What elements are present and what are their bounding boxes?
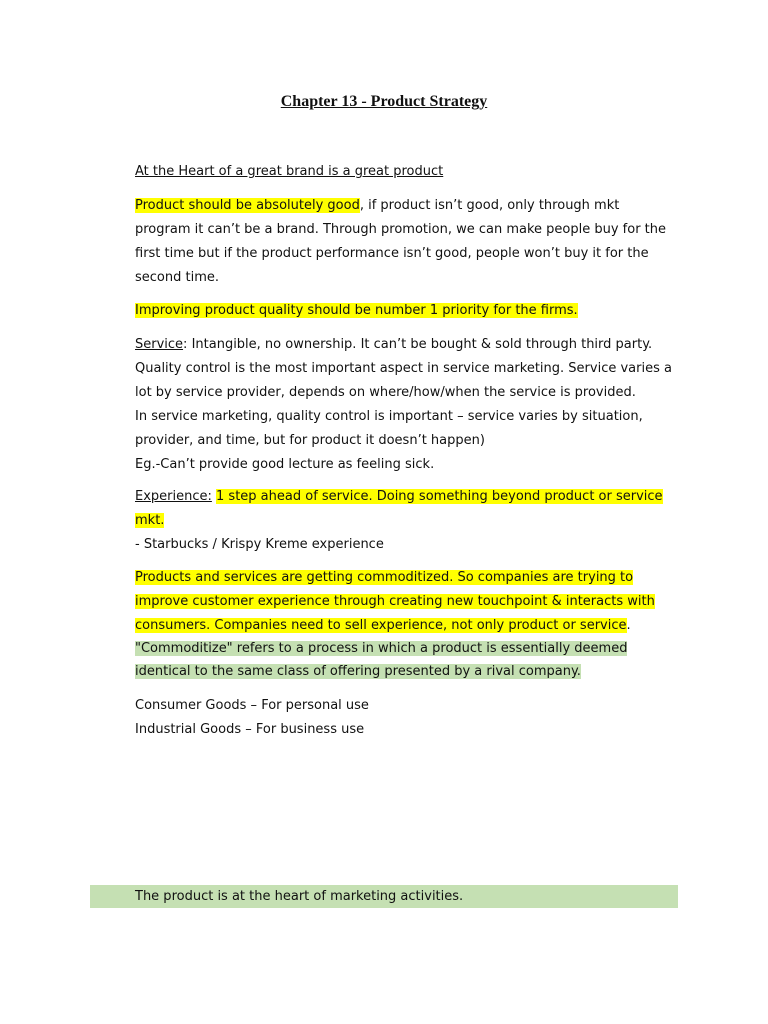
- para1-line4: second time.: [135, 270, 219, 285]
- service-colon: :: [183, 337, 188, 352]
- commodity-line3: [135, 614, 683, 638]
- experience-label: Experience:: [135, 489, 212, 504]
- service-line2: Quality control is the most important aspect in service marketing. Service varies a: [135, 361, 672, 376]
- experience-highlight-1: 1 step ahead of service. Doing something beyond product or service: [216, 489, 663, 504]
- commodity-definition-1: "Commoditize" refers to a process in which a product is essentially deemed: [135, 641, 628, 656]
- para1-line2: program it can’t be a brand. Through promotion, we can make people buy for the: [135, 222, 667, 237]
- consumer-goods: Consumer Goods – For personal use: [135, 698, 369, 713]
- experience-line1: [135, 485, 683, 509]
- para1-highlight: Product should be absolutely good: [135, 198, 360, 213]
- footer-bar-text: The product is at the heart of marketing activities.: [135, 889, 464, 904]
- para1-line1: [135, 194, 683, 218]
- industrial-goods: Industrial Goods – For business use: [135, 722, 365, 737]
- experience-line3: - Starbucks / Krispy Kreme experience: [135, 537, 384, 552]
- service-line6: Eg.-Can’t provide good lecture as feeling sick.: [135, 457, 435, 472]
- page-title: Chapter 13 - Product Strategy: [280, 93, 488, 110]
- service-line1: [135, 333, 683, 357]
- commodity-line1: [135, 566, 683, 590]
- para1-line1-rest: , if product isn’t good, only through mkt: [359, 198, 620, 213]
- experience-line2: [135, 509, 683, 533]
- commodity-highlight-1: Products and services are getting commoditized. So companies are trying to: [135, 570, 634, 585]
- service-line4: In service marketing, quality control is important – service varies by situation,: [135, 409, 643, 424]
- para1-line3: first time but if the product performance isn’t good, people won’t buy it for the: [135, 246, 649, 261]
- section-heading: At the Heart of a great brand is a great product: [135, 164, 444, 179]
- commodity-highlight-3: consumers. Companies need to sell experience, not only product or service: [135, 618, 627, 633]
- commodity-line2: [135, 590, 683, 614]
- commodity-line5: [135, 660, 683, 684]
- service-label: Service: [135, 337, 184, 352]
- commodity-definition-2: identical to the same class of offering presented by a rival company.: [135, 664, 581, 679]
- service-line3: lot by service provider, depends on where/how/when the service is provided.: [135, 385, 636, 400]
- commodity-highlight-2: improve customer experience through creating new touchpoint & interacts with: [135, 594, 655, 609]
- service-line5: provider, and time, but for product it doesn’t happen): [135, 433, 485, 448]
- para2: [135, 299, 683, 323]
- para2-highlight: Improving product quality should be number 1 priority for the firms.: [135, 303, 578, 318]
- commodity-line3-end: .: [626, 618, 631, 633]
- service-line1-rest: Intangible, no ownership. It can’t be bought & sold through third party.: [187, 337, 653, 352]
- experience-highlight-2: mkt.: [135, 513, 165, 528]
- commodity-line4: [135, 637, 683, 661]
